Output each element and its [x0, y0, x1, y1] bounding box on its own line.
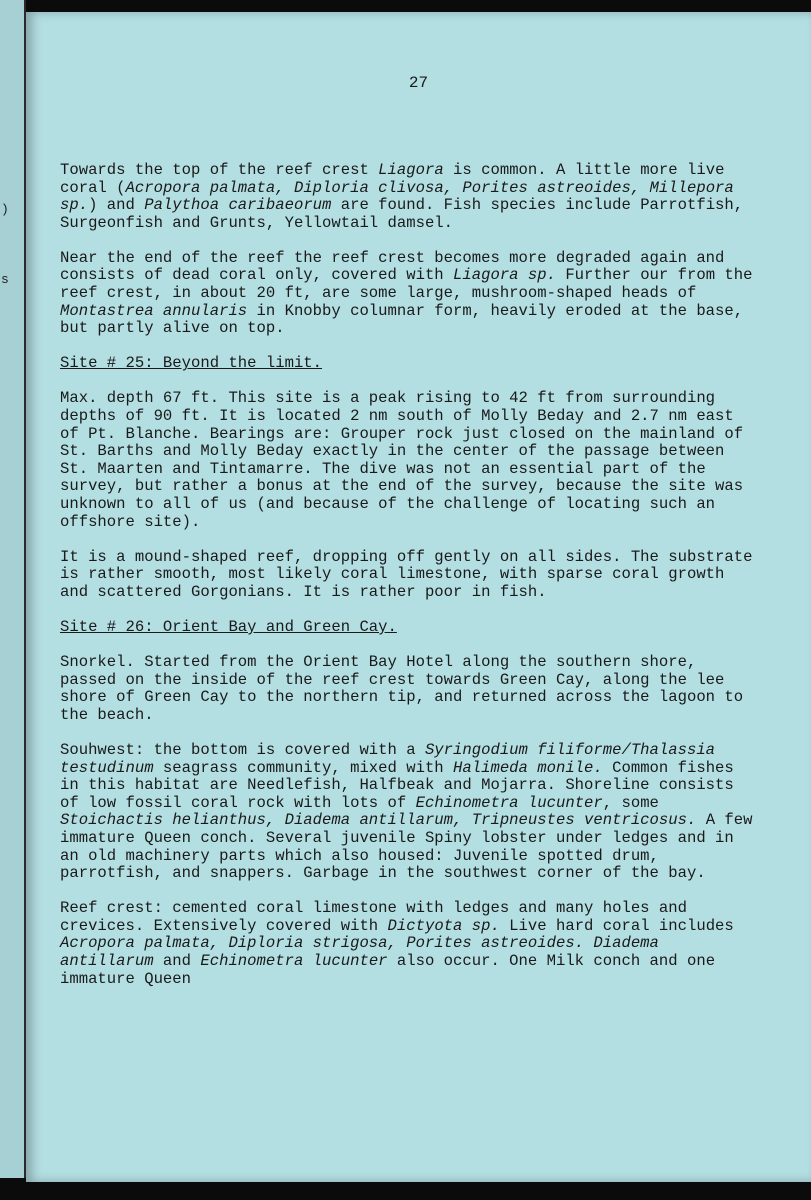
- paragraph-text: , some: [602, 793, 659, 812]
- paragraph: [60, 250, 760, 338]
- paragraph-text: It is a mound-shaped reef, dropping off gently on all sides. The substrate is rather smooth, most likely coral limestone, with sparse coral growth and scattered Gorgonians. It is rather poor in fish.: [60, 547, 753, 601]
- paragraph-text: Further our from the reef crest, in about 20 ft, are some large, mushroom-shaped heads of: [60, 266, 753, 303]
- page-body: [60, 162, 760, 1006]
- paragraph-text: Souhwest: the bottom is covered with a: [60, 740, 425, 759]
- paragraph-text: ) and: [88, 196, 145, 215]
- site-heading: [60, 355, 760, 373]
- paragraph-text: Towards the top of the reef crest: [60, 161, 379, 179]
- italic-species-name: Halimeda monile.: [453, 758, 603, 777]
- italic-species-name: Echinometra lucunter: [200, 951, 388, 970]
- paragraph: [60, 900, 760, 988]
- italic-species-name: Stoichactis helianthus, Diadema antillarum, Tripneustes ventricosus.: [60, 811, 697, 830]
- paragraph-text: seagrass community, mixed with: [153, 758, 454, 777]
- paragraph-text: Near the end of the reef the reef crest becomes more degraded again and consists of dead coral only, covered with: [60, 248, 725, 285]
- paragraph-text: A few immature Queen conch. Several juvenile Spiny lobster under ledges and in an old machinery parts which also housed: Juvenile spotted drum, parrotfish, and snappers. Garbage in the southwest corner of the bay.: [60, 811, 753, 883]
- paragraph: [60, 162, 760, 232]
- paragraph-text: Max. depth 67 ft. This site is a peak rising to 42 ft from surrounding depths of 90 ft. It is located 2 nm south of Molly Beday and 2.7 nm east of Pt. Blanche. Bearings are: Grouper rock just closed on the mainland of St. Barths and Molly Beday exactly in the center of the passage between St. Maarten and Tintamarre. The dive was not an essential part of the survey, but rather a bonus at the end of the survey, because the site was unknown to all of us (and because of the challenge of locating such an offshore site).: [60, 389, 744, 531]
- italic-species-name: Palythoa caribaeorum: [144, 196, 332, 215]
- paragraph-text: also occur. One Milk conch and one immature Queen: [60, 951, 716, 988]
- paragraph-text: in Knobby columnar form, heavily eroded at the base, but partly alive on top.: [60, 301, 744, 338]
- italic-species-name: Syringodium filiforme/Thalassia testudinum: [60, 740, 716, 777]
- page-number: 27: [408, 74, 429, 92]
- paragraph-text: and: [153, 951, 201, 970]
- document-page: [26, 12, 811, 1182]
- margin-fragment: ): [1, 202, 9, 217]
- italic-species-name: Acropora palmata, Diploria strigosa, Porites astreoides. Diadema antillarum: [60, 934, 659, 970]
- paragraph-text: are found. Fish species include Parrotfish, Surgeonfish and Grunts, Yellowtail damsel.: [60, 196, 744, 232]
- italic-species-name: Echinometra lucunter: [415, 793, 603, 812]
- paragraph-text: Snorkel. Started from the Orient Bay Hotel along the southern shore, passed on the inside of the reef crest towards Green Cay, along the lee shore of Green Cay to the northern tip, and returned across the lagoon to the beach.: [60, 653, 744, 724]
- margin-fragment: s: [1, 272, 9, 287]
- paragraph-text: Reef crest: cemented coral limestone with ledges and many holes and crevices. Extensively covered with: [60, 899, 687, 935]
- paragraph-text: Common fishes in this habitat are Needlefish, Halfbeak and Mojarra. Shoreline consists of low fossil coral rock with lots of: [60, 758, 734, 812]
- paragraph-text: is common. A little more live coral (: [60, 161, 725, 197]
- italic-species-name: Acropora palmata, Diploria clivosa, Porites astreoides, Millepora sp.: [60, 178, 734, 215]
- paragraph: [60, 390, 760, 531]
- paragraph: [60, 549, 760, 602]
- italic-species-name: Dictyota sp.: [387, 916, 500, 935]
- site-heading: [60, 619, 760, 637]
- italic-species-name: Liagora: [378, 161, 444, 179]
- paragraph: [60, 654, 760, 724]
- site-heading-text: Site # 25: Beyond the limit.: [60, 354, 323, 373]
- paragraph-text: Live hard coral includes: [499, 916, 734, 935]
- italic-species-name: Montastrea annularis: [60, 301, 248, 320]
- adjacent-page-edge: [0, 0, 26, 1178]
- italic-species-name: Liagora sp.: [453, 266, 556, 285]
- site-heading-text: Site # 26: Orient Bay and Green Cay.: [60, 617, 397, 636]
- paragraph: [60, 742, 760, 883]
